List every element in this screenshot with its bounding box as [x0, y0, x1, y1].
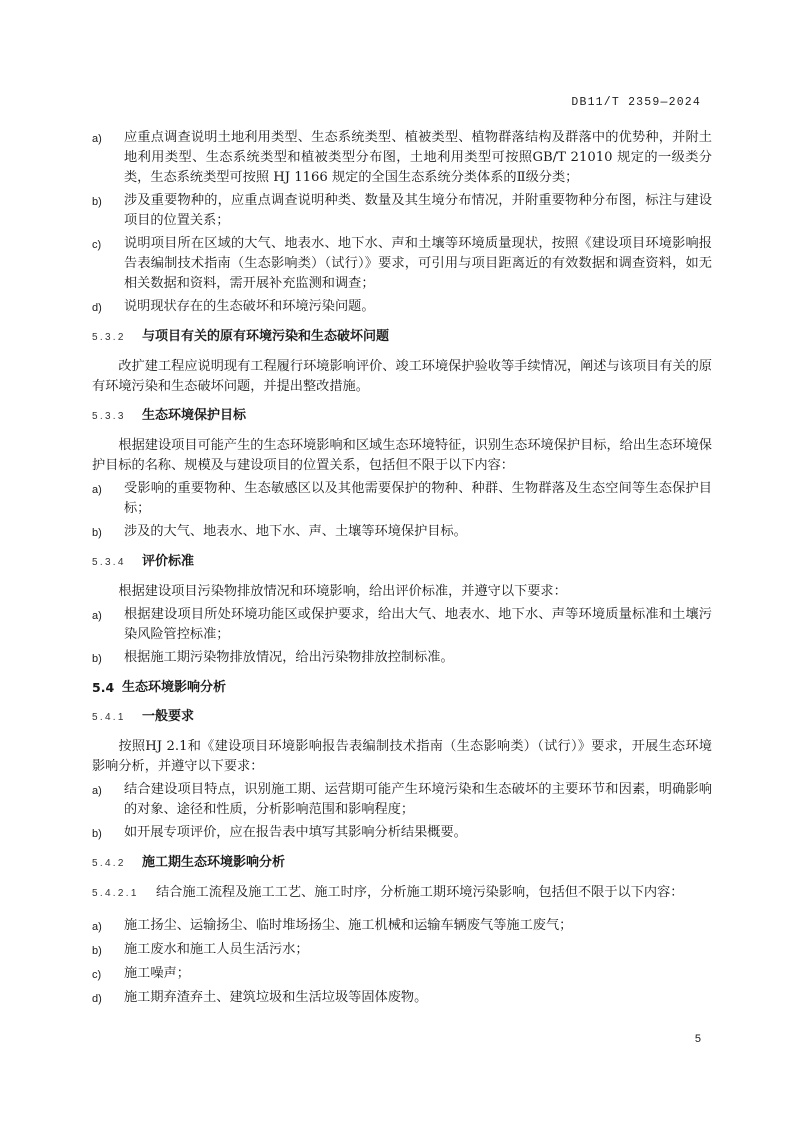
list-item — [92, 988, 712, 1009]
list-item — [92, 234, 712, 294]
section-heading-5-3-2 — [92, 327, 712, 348]
list-marker: a) — [92, 484, 102, 496]
list-marker: b) — [92, 828, 102, 840]
section-number: 5.3.3 — [92, 411, 126, 422]
list-item — [92, 780, 712, 820]
list-text: 根据建设项目所处环境功能区或保护要求，给出大气、地表水、地下水、声等环境质量标准和土壤污染风险管控标准； — [124, 607, 712, 642]
list-marker: a) — [92, 133, 102, 145]
list-marker: b) — [92, 653, 102, 665]
list-item — [92, 823, 712, 844]
list-item — [92, 605, 712, 645]
section-number: 5.3.2 — [92, 332, 126, 343]
list-text: 结合建设项目特点，识别施工期、运营期可能产生环境污染和生态破坏的主要环节和因素，明确影响的对象、途径和性质，分析影响范围和影响程度； — [124, 782, 712, 817]
list-item — [92, 648, 712, 669]
list-text: 施工扬尘、运输扬尘、临时堆场扬尘、施工机械和运输车辆废气等施工废气； — [124, 918, 573, 933]
list-marker: d) — [92, 302, 102, 314]
section-title: 施工期生态环境影响分析 — [142, 855, 286, 870]
section-heading-5-4 — [92, 678, 712, 698]
list-text: 施工期弃渣弃土、建筑垃圾和生活垃圾等固体废物。 — [124, 990, 428, 1005]
section-title: 一般要求 — [142, 709, 195, 724]
list-text: 施工噪声； — [124, 966, 190, 981]
paragraph: 根据建设项目可能产生的生态环境影响和区域生态环境特征，识别生态环境保护目标，给出生态环境保护目标的名称、规模及与建设项目的位置关系，包括但不限于以下内容： — [92, 438, 712, 473]
paragraph: 根据建设项目污染物排放情况和环境影响，给出评价标准，并遵守以下要求： — [118, 584, 567, 599]
section-number: 5.4.1 — [92, 712, 126, 723]
clause-number: 5.4.2.1 — [92, 888, 139, 899]
section-heading-5-4-2 — [92, 853, 712, 874]
list-item — [92, 916, 712, 937]
list-item — [92, 191, 712, 231]
section-title: 评价标准 — [142, 554, 195, 569]
list-text: 施工废水和施工人员生活污水； — [124, 942, 309, 957]
paragraph: 改扩建工程应说明现有工程履行环境影响评价、竣工环境保护验收等手续情况，阐述与该项目有关的原有环境污染和生态破坏问题，并提出整改措施。 — [92, 359, 712, 394]
section-title: 生态环境保护目标 — [142, 408, 247, 423]
list-marker: b) — [92, 945, 102, 957]
document-body — [92, 128, 712, 1012]
list-marker: d) — [92, 993, 102, 1005]
list-marker: c) — [92, 239, 102, 251]
list-marker: a) — [92, 610, 102, 622]
section-number: 5.3.4 — [92, 557, 126, 568]
clause-text: 结合施工流程及施工工艺、施工时序，分析施工期环境污染影响，包括但不限于以下内容： — [156, 885, 684, 900]
list-text: 受影响的重要物种、生态敏感区以及其他需要保护的物种、种群、生物群落及生态空间等生态保护目标； — [124, 481, 712, 516]
list-marker: b) — [92, 527, 102, 539]
section-heading-5-3-4 — [92, 552, 712, 573]
list-item — [92, 522, 712, 543]
section-title: 与项目有关的原有环境污染和生态破坏问题 — [142, 329, 390, 344]
list-text: 应重点调查说明土地利用类型、生态系统类型、植被类型、植物群落结构及群落中的优势种，并附土地利用类型、生态系统类型和植被类型分布图，土地利用类型可按照GB/T 21010 规定的一级类分类，生态系统类型可按照 HJ 1166 规定的全国生态系统分类体系的Ⅱ级分类； — [124, 130, 712, 185]
section-title: 生态环境影响分析 — [122, 680, 227, 695]
section-heading-5-4-1 — [92, 707, 712, 728]
document-code: DB11/T 2359—2024 — [571, 96, 701, 109]
list-item — [92, 940, 712, 961]
section-number: 5.4.2 — [92, 858, 126, 869]
list-item — [92, 297, 712, 318]
list-text: 涉及的大气、地表水、地下水、声、土壤等环境保护目标。 — [124, 524, 467, 539]
list-text: 说明项目所在区域的大气、地表水、地下水、声和土壤等环境质量现状，按照《建设项目环境影响报告表编制技术指南（生态影响类）（试行）》要求，可引用与项目距离近的有效数据和调查资料，如无相关数据和资料，需开展补充监测和调查； — [124, 236, 712, 291]
list-text: 说明现状存在的生态破坏和环境污染问题。 — [124, 299, 375, 314]
list-marker: b) — [92, 196, 102, 208]
list-item — [92, 479, 712, 519]
list-marker: a) — [92, 785, 102, 797]
list-text: 如开展专项评价，应在报告表中填写其影响分析结果概要。 — [124, 825, 467, 840]
list-text: 根据施工期污染物排放情况，给出污染物排放控制标准。 — [124, 650, 454, 665]
page-number: 5 — [694, 1033, 701, 1045]
list-item — [92, 128, 712, 188]
list-marker: a) — [92, 921, 102, 933]
section-number: 5.4 — [92, 680, 115, 695]
paragraph: 按照HJ 2.1和《建设项目环境影响报告表编制技术指南（生态影响类）（试行）》要求，开展生态环境影响分析，并遵守以下要求： — [92, 739, 712, 774]
section-heading-5-3-3 — [92, 406, 712, 427]
list-item — [92, 964, 712, 985]
list-text: 涉及重要物种的，应重点调查说明种类、数量及其生境分布情况，并附重要物种分布图，标注与建设项目的位置关系； — [124, 193, 712, 228]
list-marker: c) — [92, 969, 102, 981]
clause-5-4-2-1 — [92, 883, 712, 904]
